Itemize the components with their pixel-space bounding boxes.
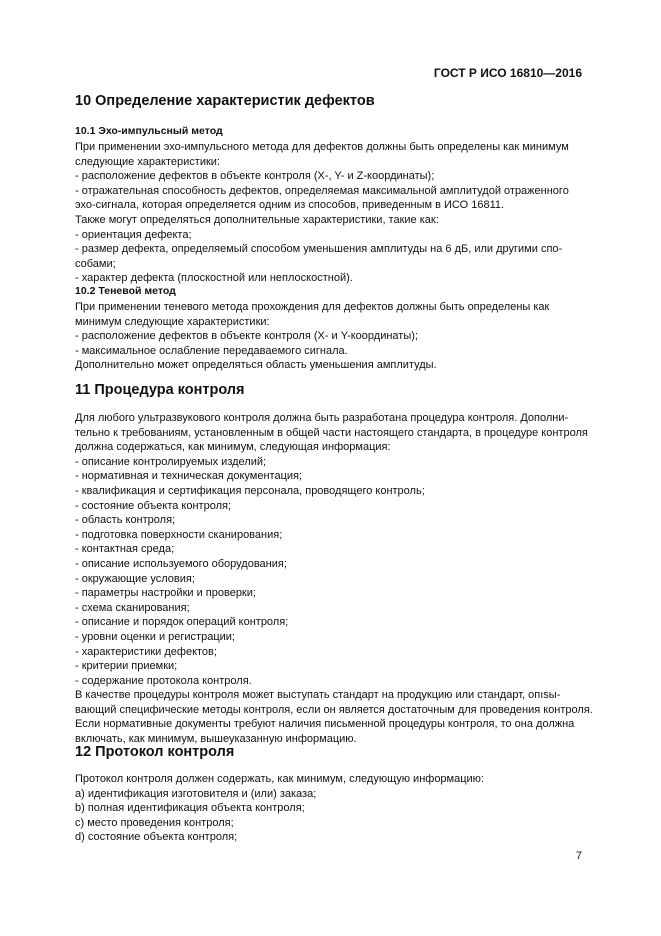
text-line: - расположение дефектов в объекте контроля (X-, Y- и Z-координаты); <box>75 170 435 183</box>
document-code: ГОСТ Р ИСО 16810—2016 <box>433 66 582 80</box>
text-line: - размер дефекта, определяемый способом уменьшения амплитуды на 6 дБ, или другими спо- <box>75 243 563 256</box>
list-item: - область контроля; <box>75 514 176 527</box>
page-number: 7 <box>575 850 582 862</box>
list-item: d) состояние объекта контроля; <box>75 831 238 844</box>
list-item: - характеристики дефектов; <box>75 645 217 658</box>
text-line: минимум следующие характеристики: <box>75 315 270 328</box>
list-item: b) полная идентификация объекта контроля; <box>75 802 305 815</box>
list-item: - схема сканирования; <box>75 601 190 614</box>
list-item: - окружающие условия; <box>75 572 195 585</box>
text-line: тельно к требованиям, установленным в общей части настоящего стандарта, в процедуре контроля <box>75 426 588 439</box>
text-line: Если нормативные документы требуют наличия письменной процедуры контроля, то она должна <box>75 718 575 731</box>
text-line: При применении теневого метода прохождения для дефектов должны быть определены как <box>75 301 550 313</box>
text-line: В качестве процедуры контроля может выступать стандарт на продукцию или стандарт, опısы- <box>75 689 561 702</box>
list-item: - уровни оценки и регистрации; <box>75 630 235 643</box>
list-item: - параметры настройки и проверки; <box>75 587 256 600</box>
list-item: - описание контролируемых изделий; <box>75 455 267 468</box>
text-line: - расположение дефектов в объекте контроля (X- и Y-координаты); <box>75 330 418 343</box>
text-line: - максимальное ослабление передаваемого сигнала. <box>75 344 348 357</box>
list-item: - состояние объекта контроля; <box>75 499 232 512</box>
list-item: - описание и порядок операций контроля; <box>75 616 289 629</box>
text-line: эхо-сигнала, которая определяется одним из способов, приведенным в ИСО 16811. <box>75 199 505 212</box>
text-line: При применении эхо-импульсного метода для дефектов должны быть определены как минимум <box>75 141 569 153</box>
list-item: - критерии приемки; <box>75 660 178 673</box>
list-item: - квалификация и сертификация персонала, проводящего контроль; <box>75 484 425 497</box>
list-item: - контактная среда; <box>75 543 175 556</box>
subsection-10-2-title: 10.2 Теневой метод <box>75 285 176 297</box>
text-line: - отражательная способность дефектов, определяемая максимальной амплитудой отраженного <box>75 184 569 197</box>
text-line: Для любого ультразвукового контроля должна быть разработана процедура контроля. Дополни- <box>75 412 569 424</box>
text-line: Также могут определяться дополнительные характеристики, такие как: <box>75 213 439 226</box>
text-line: Протокол контроля должен содержать, как минимум, следующую информацию: <box>75 773 484 785</box>
list-item: - содержание протокола контроля. <box>75 674 252 687</box>
section-11-title: 11 Процедура контроля <box>75 382 245 398</box>
text-line: следующие характеристики: <box>75 155 220 168</box>
section-12-title: 12 Протокол контроля <box>75 744 235 760</box>
text-line: должна содержаться, как минимум, следующая информация: <box>75 441 391 454</box>
list-item: - подготовка поверхности сканирования; <box>75 528 283 541</box>
subsection-10-1-text <box>75 140 583 286</box>
list-item: c) место проведения контроля; <box>75 816 234 829</box>
section-11-text <box>75 411 593 747</box>
text-line: - характер дефекта (плоскостной или неплоскостной). <box>75 272 353 285</box>
list-item: a) идентификация изготовителя и (или) заказа; <box>75 787 317 800</box>
text-line: Дополнительно может определяться область уменьшения амплитуды. <box>75 359 437 372</box>
subsection-10-2-text <box>75 300 583 373</box>
subsection-10-1-title: 10.1 Эхо-импульсный метод <box>75 125 223 137</box>
text-line: включать, как минимум, вышеуказанную информацию. <box>75 733 357 746</box>
text-line: - ориентация дефекта; <box>75 228 192 241</box>
text-line: вающий специфические методы контроля, если он является достаточным для проведения контроля. <box>75 703 593 716</box>
section-10-title: 10 Определение характеристик дефектов <box>75 93 375 109</box>
list-item: - нормативная и техническая документация; <box>75 470 303 483</box>
list-item: - описание используемого оборудования; <box>75 557 287 570</box>
section-12-text <box>75 772 583 845</box>
text-line: собами; <box>75 257 116 270</box>
